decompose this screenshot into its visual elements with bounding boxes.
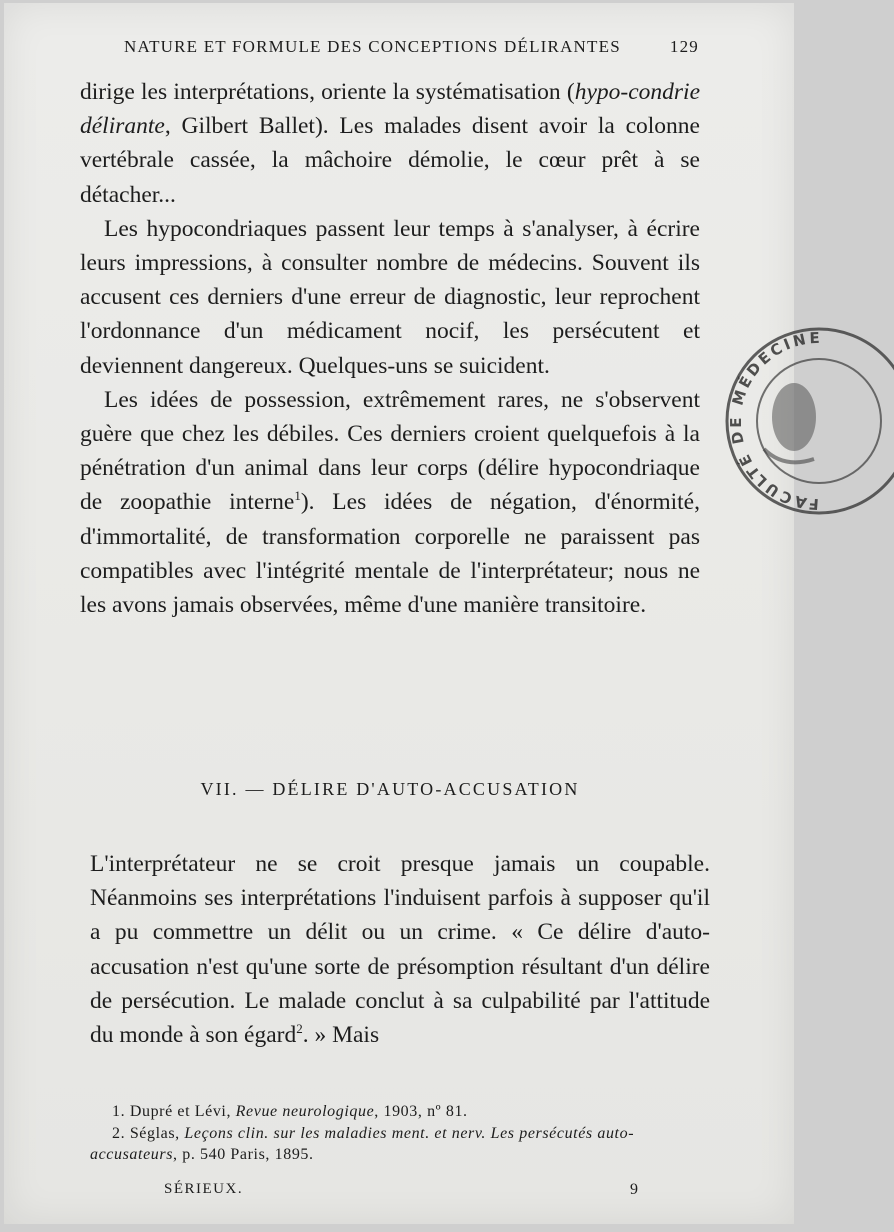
page-number: 129	[669, 37, 699, 56]
running-title: NATURE ET FORMULE DES CONCEPTIONS DÉLIRANTES	[124, 37, 621, 56]
footnote-ref-1: 1	[294, 488, 301, 504]
paragraph-auto-accusation: L'interprétateur ne se croit presque jamais un coupable. Néanmoins ses interprétations l'induisent parfois à supposer qu'il a pu commettre un délit ou un crime. « Ce délire d'auto-accusation n'est qu'une sorte de présomption résultant d'un délire de persécution. Le malade conclut à sa culpabilité par l'attitude du monde à son égard$^2$. » Mais	[90, 851, 710, 1049]
paragraph-hypocondriaques: Les hypocondriaques passent leur temps à s'analyser, à écrire leurs impressions, à consulter nombre de médecins. Souvent ils accusent ces derniers d'une erreur de diagnostic, leur reprochent l'ordonnance d'un médicament nocif, les persécutent et deviennent dangereux. Quelques-uns se suicident.	[80, 215, 700, 379]
footnotes	[90, 1101, 710, 1166]
section-heading: VII. — DÉLIRE D'AUTO-ACCUSATION	[200, 779, 580, 799]
paragraph-hypocondrie: dirige les interprétations, oriente la systématisation (hypo-condrie délirante, Gilbert Ballet). Les malades disent avoir la colonne vertébrale cassée, la mâchoire démolie, le cœur prêt à se détacher...	[80, 79, 700, 208]
italic-term: hypo-condrie délirante	[80, 79, 700, 140]
footnote-ref-2: 2	[296, 1021, 303, 1037]
library-stamp-icon	[724, 299, 894, 529]
footnote-2: 2. Séglas, Leçons clin. sur les maladies ment. et nerv. Les persécutés auto-accusateurs, p. 540 Paris, 1895.	[90, 1125, 635, 1163]
stamp-text: FACULTÉ DE MÉDECINE	[726, 328, 823, 514]
sheet-number: 9	[630, 1181, 638, 1198]
body-text-upper	[80, 75, 700, 622]
footnote-1: 1. Dupré et Lévi, Revue neurologique, 1903, nº 81.	[112, 1103, 468, 1120]
book-page	[4, 3, 823, 1224]
paragraph-possession: Les idées de possession, extrêmement rares, ne s'observent guère que chez les débiles. Ces derniers croient quelquefois à la pénétration d'un animal dans leur corps (délire hypocondriaque de zoopathie interne$^1$). Les idées de négation, d'énormité, d'immortalité, de transformation corporelle ne paraissent pas compatibles avec l'intégrité mentale de l'interprétateur; nous ne les avons jamais observées, même d'une manière transitoire.	[80, 386, 700, 619]
body-text-lower	[90, 847, 710, 1052]
running-head	[124, 37, 699, 57]
printer-signature: SÉRIEUX.	[164, 1181, 244, 1197]
